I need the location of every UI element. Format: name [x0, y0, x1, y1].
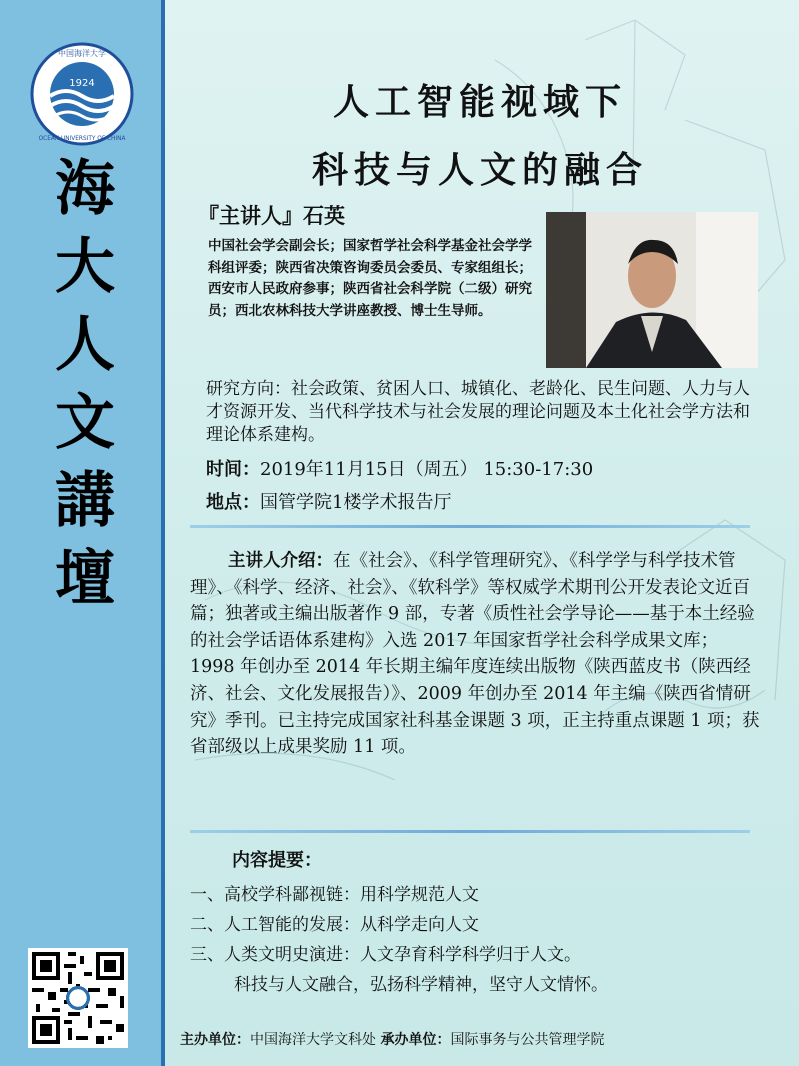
series-char: 壇	[55, 544, 115, 614]
organizer-value: 国际事务与公共管理学院	[450, 1032, 605, 1048]
event-place	[206, 491, 451, 515]
event-time	[206, 458, 593, 482]
place-label: 地点：	[206, 492, 260, 513]
intro-label: 主讲人介绍：	[228, 551, 333, 571]
place-value: 国管学院1楼学术报告厅	[260, 492, 452, 513]
intro-text: 在《社会》、《科学管理研究》、《科学学与科学技术管理》、《科学、经济、社会》、《软科学》等权威学术期刊公开发表论文近百篇；独著或主编出版著作 9 部，专著《质性社会学导论——基于本土经验的社会学话语体系建构》入选 2017 年国家哲学社会科学成果文库；1998 年创办至 2014 年长期主编年度连续出版物《陕西蓝皮书（陕西经济、社会、文化发展报告）》、2009 年创办至 2014 年主编《陕西省情研究》季刊。已主持完成国家社科基金课题 3 项，正主持重点课题 1 项；获省部级以上成果奖励 11 项。	[190, 551, 760, 758]
logo-text-top: 中国海洋大学	[58, 49, 106, 58]
series-char: 文	[55, 388, 115, 458]
speaker-bio: 中国社会学会副会长；国家哲学社会科学基金社会学学科组评委；陕西省决策咨询委员会委员、专家组组长；西安市人民政府参事；陕西省社会科学院（二级）研究员；西北农林科技大学讲座教授、博士生导师。	[208, 238, 532, 319]
summary-heading: 内容提要：	[232, 850, 322, 871]
footer	[180, 1029, 790, 1049]
qr-code	[28, 948, 128, 1048]
divider	[190, 525, 750, 528]
series-char: 人	[55, 310, 115, 380]
research-directions: 研究方向：社会政策、贫困人口、城镇化、老龄化、民生问题、人力与人才资源开发、当代科学技术与社会发展的理论问题及本土化社会学方法和理论体系建构。	[206, 379, 750, 445]
logo-year: 1924	[69, 78, 95, 89]
speaker-introduction	[190, 548, 762, 761]
summary-item: 一、高校学科鄙视链：用科学规范人文	[190, 885, 479, 905]
series-char: 講	[55, 466, 115, 536]
series-char: 大	[55, 232, 115, 302]
time-label: 时间：	[206, 459, 260, 480]
speaker-name: 石英	[303, 204, 345, 228]
university-logo	[30, 42, 134, 146]
lecture-title-line1: 人工智能视域下	[332, 82, 627, 123]
organizer-label: 承办单位：	[380, 1032, 451, 1048]
divider	[190, 830, 750, 833]
summary-item: 三、人类文明史演进：人文孕育科学科学归于人文。	[190, 945, 581, 965]
summary-closing: 科技与人文融合，弘扬科学精神，坚守人文情怀。	[234, 975, 608, 995]
summary-list	[190, 880, 750, 1000]
host-label: 主办单位：	[180, 1032, 250, 1048]
host-value: 中国海洋大学文科处	[250, 1032, 376, 1048]
series-title	[40, 150, 130, 618]
speaker-label: 『主讲人』	[198, 204, 303, 228]
time-value: 2019年11月15日（周五） 15:30-17:30	[260, 459, 594, 480]
series-char: 海	[55, 154, 115, 224]
lecture-title-line2: 科技与人文的融合	[311, 150, 648, 191]
logo-text-bottom: OCEAN UNIVERSITY OF CHINA	[38, 136, 126, 142]
summary-item: 二、人工智能的发展：从科学走向人文	[190, 915, 479, 935]
speaker-photo	[546, 212, 758, 368]
speaker-heading	[198, 200, 345, 230]
